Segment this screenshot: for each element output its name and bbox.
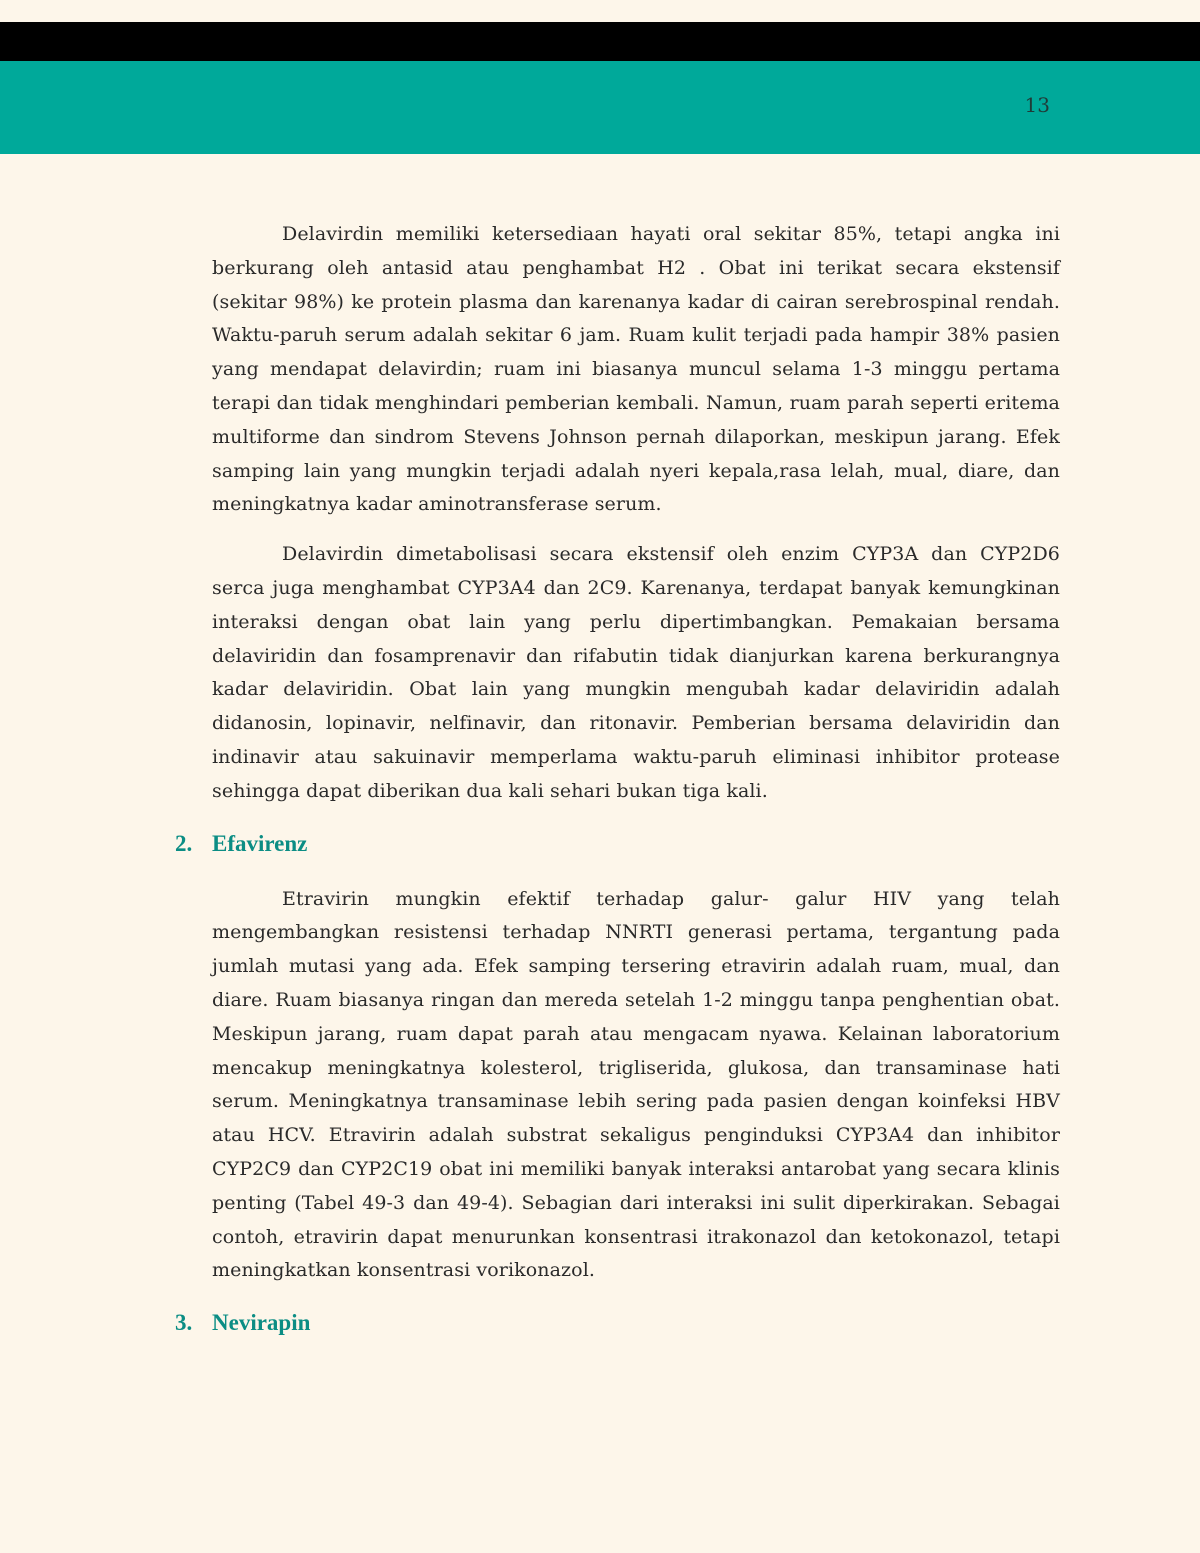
section-heading-efavirenz xyxy=(175,827,1060,861)
paragraph-etravirin: Etravirin mungkin efektif terhadap galur- galur HIV yang telah mengembangkan resistensi terhadap NNRTI generasi pertama, tergantung pada jumlah mutasi yang ada. Efek samping tersering etravirin adalah ruam, mual, dan diare. Ruam biasanya ringan dan mereda setelah 1-2 minggu tanpa penghentian obat. Meskipun jarang, ruam dapat parah atau mengacam nyawa. Kelainan laboratorium mencakup meningkatnya kolesterol, trigliserida, glukosa, dan transaminase hati serum. Meningkatnya transaminase lebih sering pada pasien dengan koinfeksi HBV atau HCV. Etravirin adalah substrat sekaligus penginduksi CYP3A4 dan inhibitor CYP2C9 dan CYP2C19 obat ini memiliki banyak interaksi antarobat yang secara klinis penting (Tabel 49-3 dan 49-4). Sebagian dari interaksi ini sulit diperkirakan. Sebagai contoh, etravirin dapat menurunkan konsentrasi itrakonazol dan ketokonazol, tetapi meningkatkan konsentrasi vorikonazol. xyxy=(212,887,1060,1282)
paragraph-delavirdin-pharmacokinetics: Delavirdin memiliki ketersediaan hayati oral sekitar 85%, tetapi angka ini berkurang oleh antasid atau penghambat H2 . Obat ini terikat secara ekstensif (sekitar 98%) ke protein plasma dan karenanya kadar di cairan serebrospinal rendah. Waktu-paruh serum adalah sekitar 6 jam. Ruam kulit terjadi pada hampir 38% pasien yang mendapat delavirdin; ruam ini biasanya muncul selama 1-3 minggu pertama terapi dan tidak menghindari pemberian kembali. Namun, ruam parah seperti eritema multiforme dan sindrom Stevens Johnson pernah dilaporkan, meskipun jarang. Efek samping lain yang mungkin terjadi adalah nyeri kepala,rasa lelah, mual, diare, dan meningkatnya kadar aminotransferase serum. xyxy=(212,223,1060,516)
paragraph-delavirdin-interactions: Delavirdin dimetabolisasi secara ekstensif oleh enzim CYP3A dan CYP2D6 serca juga menghambat CYP3A4 dan 2C9. Karenanya, terdapat banyak kemungkinan interaksi dengan obat lain yang perlu dipertimbangkan. Pemakaian bersama delaviridin dan fosamprenavir dan rifabutin tidak dianjurkan karena berkurangnya kadar delaviridin. Obat lain yang mungkin mengubah kadar delaviridin adalah didanosin, lopinavir, nelfinavir, dan ritonavir. Pemberian bersama delaviridin dan indinavir atau sakuinavir memperlama waktu-paruh eliminasi inhibitor protease sehingga dapat diberikan dua kali sehari bukan tiga kali. xyxy=(212,543,1060,802)
header-band xyxy=(0,61,1200,154)
section-number: 3. xyxy=(175,1310,193,1336)
top-black-bar xyxy=(0,22,1200,61)
section-title: Efavirenz xyxy=(212,830,308,856)
page-number: 13 xyxy=(1024,93,1050,117)
section-heading-nevirapin xyxy=(175,1306,1060,1340)
section-number: 2. xyxy=(175,830,193,856)
section-title: Nevirapin xyxy=(212,1310,311,1336)
page-body xyxy=(175,218,1060,1362)
